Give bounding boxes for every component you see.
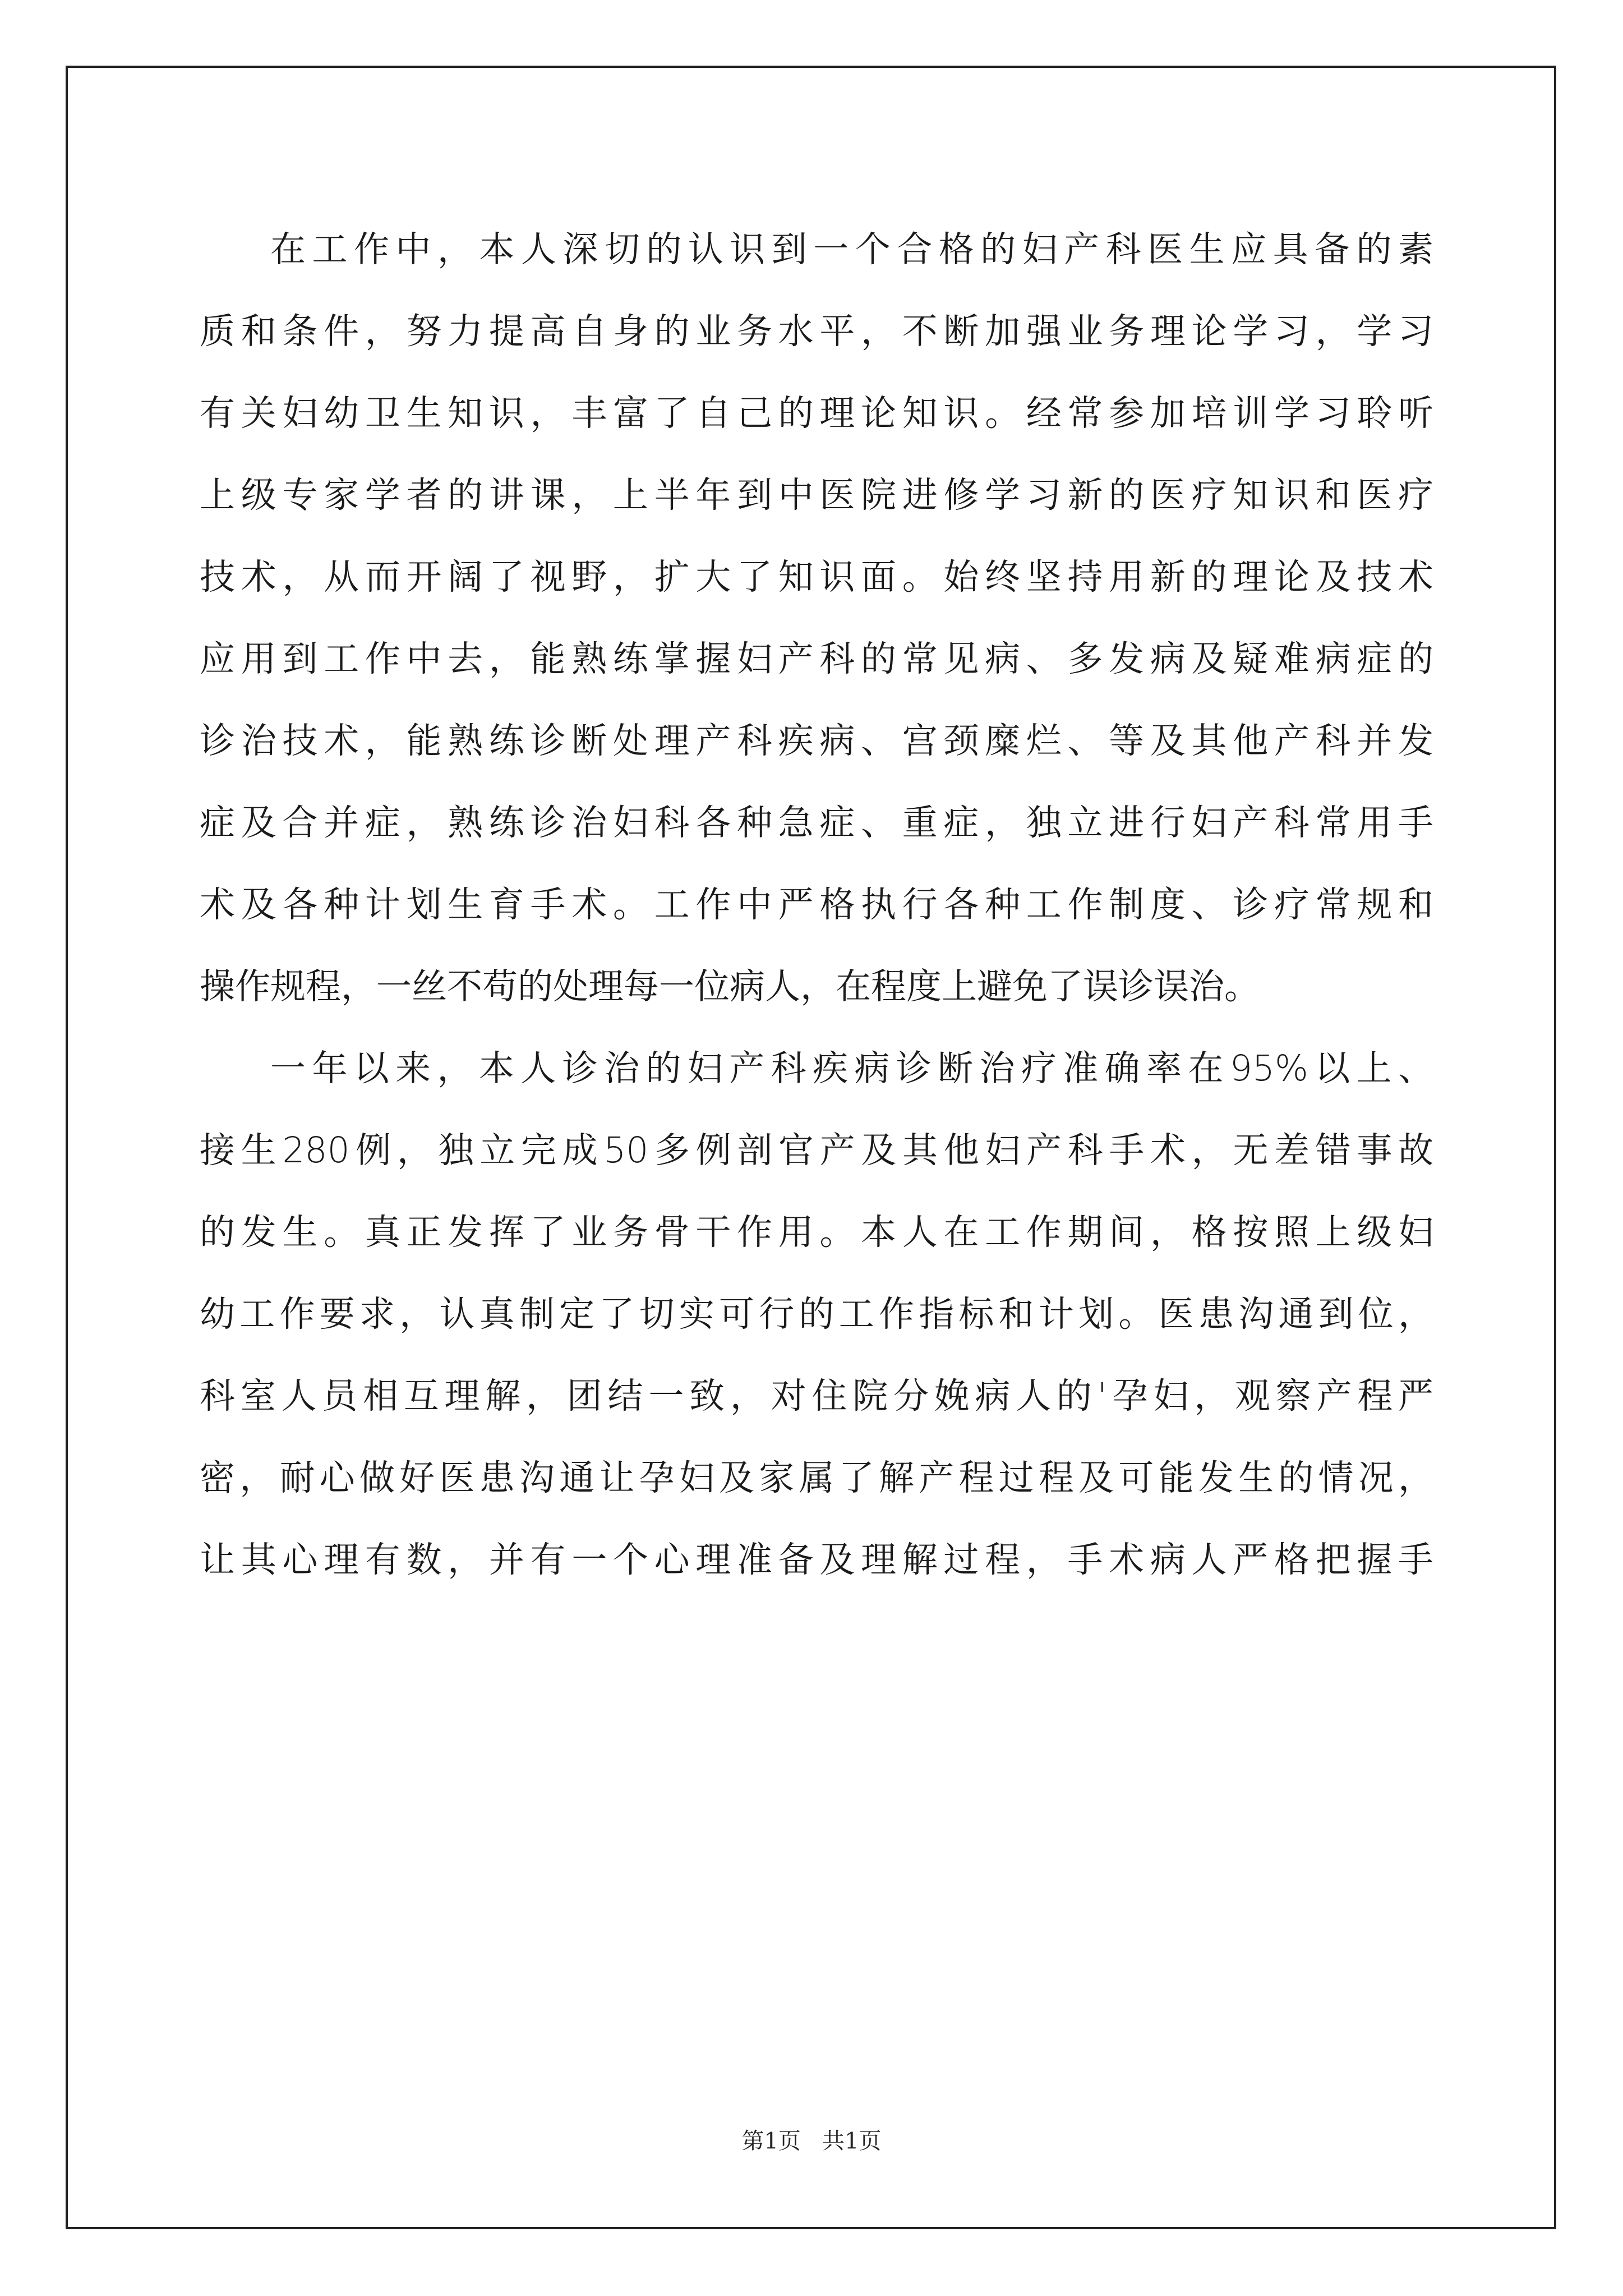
paragraph-1-line-7 [200, 700, 1433, 782]
text-line: 技术，从而开阔了视野，扩大了知识面。始终坚持用新的理论及技术 [200, 556, 1433, 597]
paragraph-1-line-8 [200, 782, 1433, 864]
paragraph-2-line-5 [200, 1355, 1433, 1437]
text-line: 术及各种计划生育手术。工作中严格执行各种工作制度、诊疗常规和 [200, 884, 1433, 925]
page-number-label: 第1页 共1页 [741, 2128, 882, 2154]
paragraph-1-line-2 [200, 291, 1433, 372]
paragraph-1-line-10 [200, 946, 1433, 1028]
paragraph-1-line-5 [200, 536, 1433, 618]
paragraph-2-line-4 [200, 1273, 1433, 1355]
text-line: 让其心理有数，并有一个心理准备及理解过程，手术病人严格把握手 [200, 1539, 1433, 1580]
text-line: 诊治技术，能熟练诊断处理产科疾病、宫颈糜烂、等及其他产科并发 [200, 720, 1433, 761]
text-line: 幼工作要求，认真制定了切实可行的工作指标和计划。医患沟通到位， [200, 1294, 1433, 1335]
paragraph-1-line-9 [200, 864, 1433, 946]
text-line: 接生280例，独立完成50多例剖官产及其他妇产科手术，无差错事故 [200, 1130, 1433, 1171]
page-footer [0, 2123, 1623, 2155]
paragraph-2-line-7 [200, 1519, 1433, 1601]
paragraph-1-line-3 [200, 372, 1433, 454]
text-line: 有关妇幼卫生知识，丰富了自己的理论知识。经常参加培训学习聆听 [200, 393, 1433, 434]
paragraph-1-line-4 [200, 454, 1433, 536]
text-line: 症及合并症，熟练诊治妇科各种急症、重症，独立进行妇产科常用手 [200, 802, 1433, 843]
text-line: 科室人员相互理解，团结一致，对住院分娩病人的'孕妇，观察产程严 [200, 1375, 1433, 1416]
paragraph-2-line-3 [200, 1191, 1433, 1273]
paragraph-1-line-1 [200, 209, 1433, 291]
paragraph-2-line-2 [200, 1110, 1433, 1191]
text-line: 质和条件，努力提高自身的业务水平，不断加强业务理论学习，学习 [200, 311, 1433, 352]
paragraph-1-line-6 [200, 618, 1433, 700]
text-line: 在工作中，本人深切的认识到一个合格的妇产科医生应具备的素 [270, 229, 1433, 270]
text-line: 上级专家学者的讲课，上半年到中医院进修学习新的医疗知识和医疗 [200, 475, 1433, 516]
paragraph-2-line-1 [200, 1028, 1433, 1110]
paragraph-2-line-6 [200, 1437, 1433, 1519]
text-line: 密，耐心做好医患沟通让孕妇及家属了解产程过程及可能发生的情况， [200, 1457, 1433, 1498]
text-line: 应用到工作中去，能熟练掌握妇产科的常见病、多发病及疑难病症的 [200, 638, 1433, 679]
text-line: 的发生。真正发挥了业务骨干作用。本人在工作期间，格按照上级妇 [200, 1212, 1433, 1253]
text-line: 一年以来，本人诊治的妇产科疾病诊断治疗准确率在95%以上、 [270, 1048, 1433, 1089]
document-body [200, 209, 1433, 1601]
text-line: 操作规程，一丝不苟的处理每一位病人，在程度上避免了误诊误治。 [200, 966, 1260, 1007]
